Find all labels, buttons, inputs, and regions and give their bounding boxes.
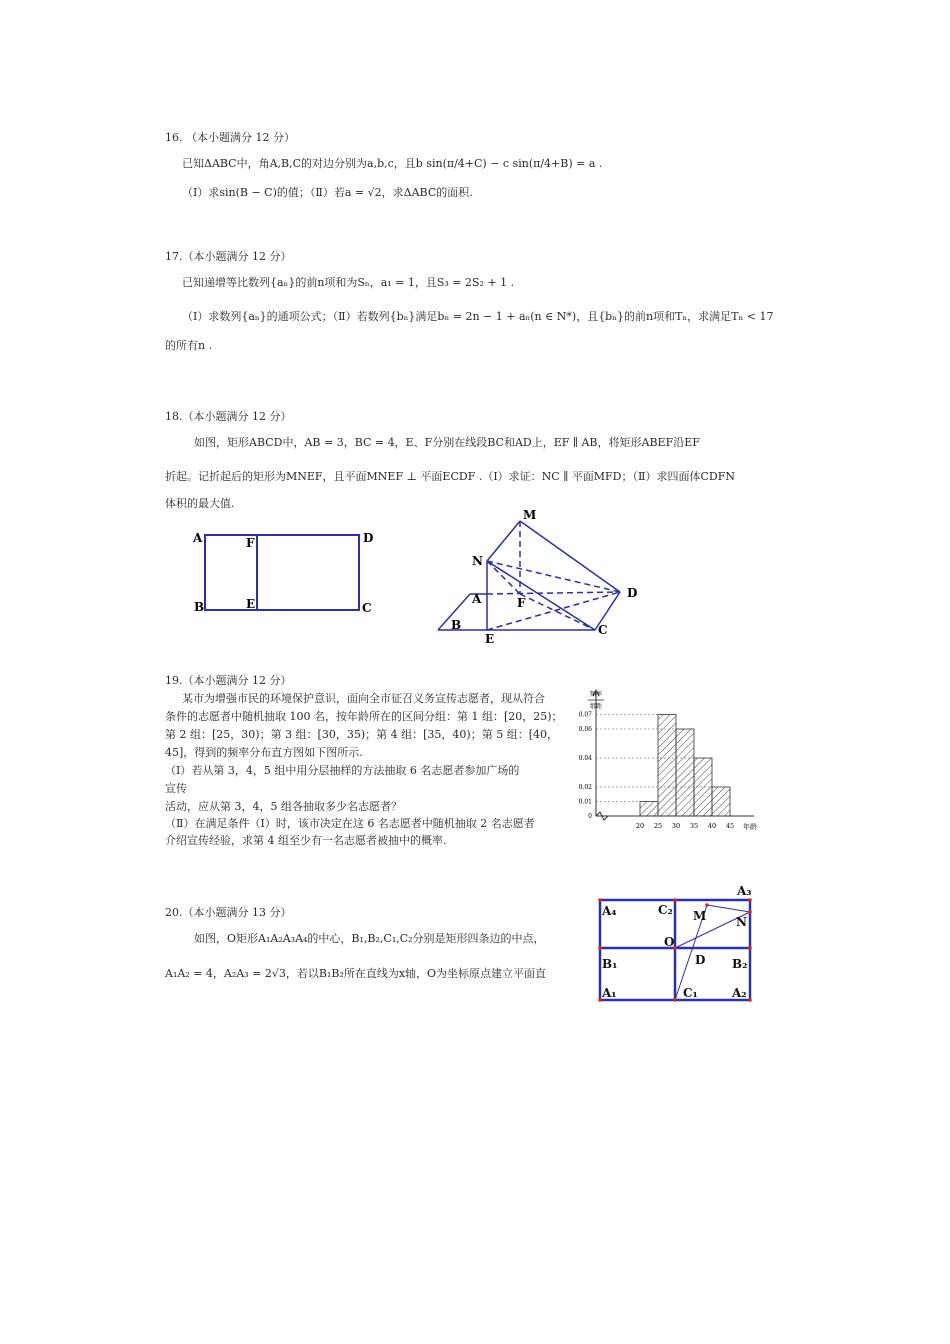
label-a4: A₄ — [602, 904, 617, 918]
label-a: A — [193, 531, 203, 545]
label-c1-fig: C₁ — [683, 986, 698, 1000]
xlabel: 年龄 — [743, 823, 757, 831]
label-f2: F — [517, 596, 526, 610]
label-d2: D — [627, 586, 638, 600]
point-c1 — [673, 998, 677, 1002]
q19-heading: 19.（本小题满分 12 分） — [165, 674, 292, 687]
y-tick-label: 0.06 — [578, 726, 592, 733]
edge-nd — [487, 561, 620, 592]
label-o: O — [664, 935, 675, 949]
y-tick-label: 0.02 — [578, 784, 592, 791]
label-d-fig: D — [695, 953, 706, 967]
edge-nc — [487, 561, 595, 630]
label-a2: A — [472, 592, 482, 606]
edge-fd — [487, 592, 620, 594]
edge-mn — [487, 521, 520, 561]
rect-abcd — [205, 535, 359, 610]
q18-folded-figure — [430, 506, 650, 646]
label-b2-fig: B₂ — [732, 957, 748, 971]
label-e: E — [246, 597, 256, 611]
q19-line6: 宣传 — [165, 782, 187, 795]
label-e2: E — [485, 632, 495, 646]
q16-line1: 已知ΔABC中，角A,B,C的对边分别为a,b,c，且b sin(π/4+C) − c sin(π/4+B) = a . — [182, 157, 603, 170]
segment-mn — [707, 905, 750, 912]
label-n-fig: N — [736, 915, 747, 929]
label-a2: A₂ — [732, 986, 747, 1000]
q18-heading: 18.（本小题满分 12 分） — [165, 410, 292, 423]
point-m — [705, 903, 709, 907]
point-a3 — [748, 898, 752, 902]
label-b1: B₁ — [602, 957, 618, 971]
label-m: M — [523, 508, 537, 522]
y-tick-label: 0.04 — [578, 755, 592, 762]
edge-nf — [487, 561, 520, 594]
label-n: N — [472, 554, 483, 568]
q19-line9: 介绍宣传经验，求第 4 组至少有一名志愿者被抽中的概率. — [165, 834, 447, 847]
ylabel-top: 频率 — [589, 691, 603, 698]
point-b1 — [598, 946, 602, 950]
label-b: B — [194, 600, 205, 614]
label-m-fig: M — [693, 909, 707, 923]
histogram-bar — [712, 787, 730, 816]
point-a2 — [748, 998, 752, 1002]
histogram-bar — [658, 715, 676, 817]
histogram-bar — [640, 802, 658, 817]
y-tick-label: 0.01 — [578, 798, 592, 806]
point-c2 — [673, 898, 677, 902]
q17-heading: 17.（本小题满分 12 分） — [165, 250, 292, 263]
q17-line3: 的所有n . — [165, 339, 213, 352]
q20-heading: 20.（本小题满分 13 分） — [165, 906, 292, 919]
frequency-histogram — [568, 682, 768, 834]
point-n — [748, 910, 752, 914]
x-tick-label: 40 — [707, 822, 717, 830]
x-tick-label: 45 — [725, 822, 735, 830]
x-tick-label: 20 — [635, 822, 645, 830]
q17-line1: 已知递增等比数列{aₙ}的前n项和为Sₙ，a₁ = 1，且S₃ = 2S₂ + 1 . — [182, 276, 515, 289]
q18-line2: 折起。记折起后的矩形为MNEF，且平面MNEF ⊥ 平面ECDF .（Ⅰ）求证：NC ∥ 平面MFD；（Ⅱ）求四面体CDFN — [165, 470, 735, 483]
histogram-bar — [676, 729, 694, 816]
q17-line2: （Ⅰ）求数列{aₙ}的通项公式；（Ⅱ）若数列{bₙ}满足bₙ = 2n − 1 + aₙ(n ∈ N*)，且{bₙ}的前n项和Tₙ，求满足Tₙ < 17 — [182, 310, 774, 323]
q16-heading: 16. （本小题满分 12 分） — [165, 131, 295, 144]
q19-line8: （Ⅱ）在满足条件（Ⅰ）时，该市决定在这 6 名志愿者中随机抽取 2 名志愿者 — [165, 817, 535, 830]
y-tick-label: 0 — [588, 813, 592, 820]
x-tick-label: 25 — [653, 822, 663, 830]
edge-md — [520, 521, 620, 592]
q20-rectangle-figure — [592, 880, 762, 1005]
q20-line2: A₁A₂ = 4，A₂A₃ = 2√3，若以B₁B₂所在直线为x轴，O为坐标原点建立平面直 — [165, 967, 547, 980]
point-b2 — [748, 946, 752, 950]
q19-line4: 45]，得到的频率分布直方图如下图所示. — [165, 746, 363, 759]
label-c2-fig: C₂ — [658, 903, 673, 917]
label-a1: A₁ — [602, 986, 617, 1000]
label-d: D — [363, 531, 374, 545]
y-tick-label: 0.07 — [578, 711, 592, 719]
q18-rectangle-figure — [185, 525, 380, 620]
edge-fc — [520, 594, 595, 630]
label-c2: C — [598, 623, 608, 637]
point-a4 — [598, 898, 602, 902]
q19-line5: （Ⅰ）若从第 3，4，5 组中用分层抽样的方法抽取 6 名志愿者参加广场的 — [165, 764, 520, 777]
x-tick-label: 30 — [671, 822, 681, 830]
q18-line3: 体积的最大值. — [165, 497, 235, 510]
q19-line7: 活动，应从第 3，4，5 组各抽取多少名志愿者？ — [165, 800, 402, 813]
label-a3: A₃ — [737, 884, 752, 898]
x-tick-label: 35 — [689, 822, 699, 830]
label-c: C — [362, 601, 372, 615]
q16-line2: （Ⅰ）求sin(B − C)的值；（Ⅱ）若a = √2，求ΔABC的面积. — [182, 186, 473, 199]
q19-line1: 某市为增强市民的环境保护意识，面向全市征召义务宣传志愿者，现从符合 — [182, 692, 545, 705]
q20-line1: 如图，O矩形A₁A₂A₃A₄的中心，B₁,B₂,C₁,C₂分别是矩形四条边的中点， — [194, 932, 545, 945]
label-b2: B — [451, 618, 462, 632]
ylabel-bottom: 组距 — [589, 703, 603, 710]
q19-line2: 条件的志愿者中随机抽取 100 名，按年龄所在的区间分组：第 1 组：[20，25)； — [165, 710, 563, 723]
q19-line3: 第 2 组：[25，30)；第 3 组：[30，35)；第 4 组：[35，40)；第 5 组：[40， — [165, 728, 558, 741]
label-f: F — [246, 536, 255, 550]
q18-line1: 如图，矩形ABCD中，AB = 3，BC = 4，E、F分别在线段BC和AD上，EF ∥ AB，将矩形ABEF沿EF — [194, 436, 700, 449]
